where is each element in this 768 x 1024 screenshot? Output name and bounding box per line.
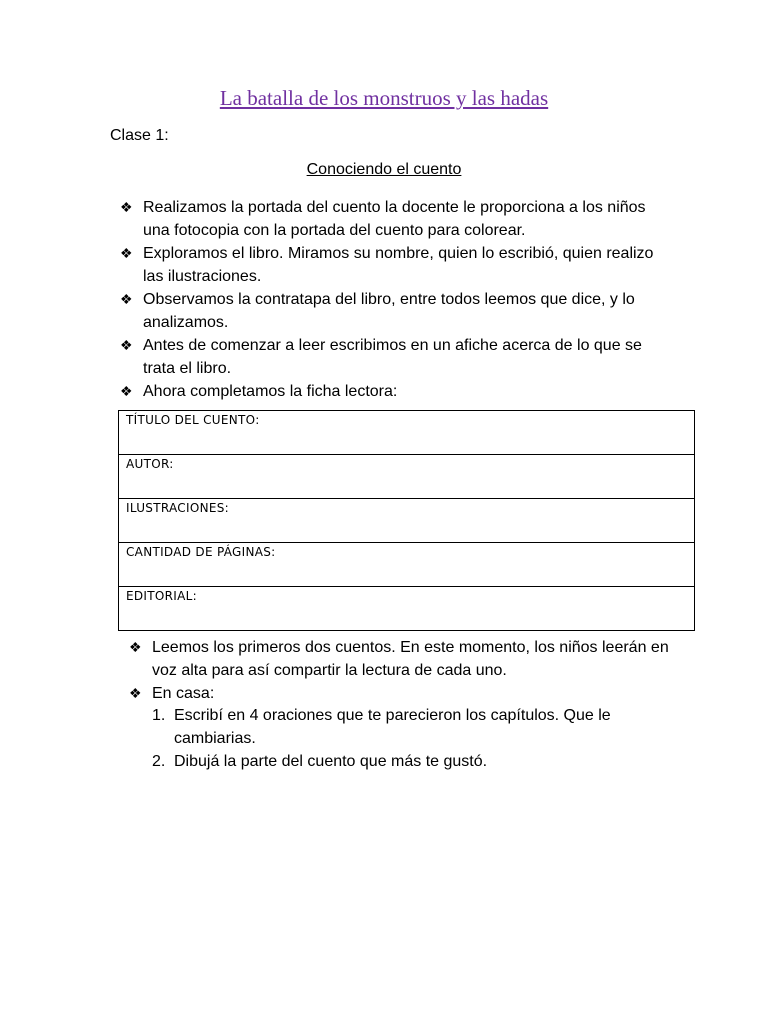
diamond-bullet-icon: ❖ bbox=[120, 291, 133, 307]
activity-list bbox=[120, 196, 660, 403]
reading-sheet-table bbox=[118, 410, 695, 631]
table-row bbox=[119, 455, 695, 499]
table-cell: AUTOR: bbox=[119, 455, 695, 499]
table-row bbox=[119, 587, 695, 631]
diamond-bullet-icon: ❖ bbox=[129, 685, 142, 701]
list-item-text: Exploramos el libro. Miramos su nombre, quien lo escribió, quien realizo las ilustraciones. bbox=[143, 245, 654, 285]
table-cell: CANTIDAD DE PÁGINAS: bbox=[119, 543, 695, 587]
list-item bbox=[129, 682, 669, 705]
list-item-text: Dibujá la parte del cuento que más te gustó. bbox=[174, 753, 488, 770]
list-item-text: Leemos los primeros dos cuentos. En este momento, los niños leerán en voz alta para así compartir la lectura de cada uno. bbox=[152, 639, 669, 679]
table-row bbox=[119, 411, 695, 455]
diamond-bullet-icon: ❖ bbox=[120, 337, 133, 353]
list-item bbox=[120, 196, 660, 242]
list-item-text: Antes de comenzar a leer escribimos en un afiche acerca de lo que se trata el libro. bbox=[143, 337, 642, 377]
table-row bbox=[119, 499, 695, 543]
page-title: La batalla de los monstruos y las hadas bbox=[219, 86, 549, 110]
list-number: 2. bbox=[152, 753, 166, 770]
list-item bbox=[129, 636, 669, 682]
table-cell: EDITORIAL: bbox=[119, 587, 695, 631]
table-cell: TÍTULO DEL CUENTO: bbox=[119, 411, 695, 455]
diamond-bullet-icon: ❖ bbox=[120, 199, 133, 215]
list-item bbox=[120, 242, 660, 288]
diamond-bullet-icon: ❖ bbox=[120, 383, 133, 399]
section-subtitle: Conociendo el cuento bbox=[306, 161, 462, 178]
list-item-text: Observamos la contratapa del libro, entre todos leemos que dice, y lo analizamos. bbox=[143, 291, 635, 331]
list-number: 1. bbox=[152, 707, 166, 724]
list-item bbox=[120, 288, 660, 334]
followup-list bbox=[129, 636, 669, 705]
homework-list bbox=[152, 704, 672, 773]
list-item bbox=[120, 334, 660, 380]
table-cell: ILUSTRACIONES: bbox=[119, 499, 695, 543]
class-label: Clase 1: bbox=[110, 127, 169, 144]
table-row bbox=[119, 543, 695, 587]
list-item-text: En casa: bbox=[152, 685, 215, 702]
list-item bbox=[152, 750, 672, 773]
list-item-text: Escribí en 4 oraciones que te parecieron los capítulos. Que le cambiarias. bbox=[174, 707, 611, 747]
diamond-bullet-icon: ❖ bbox=[129, 639, 142, 655]
list-item-text: Realizamos la portada del cuento la docente le proporciona a los niños una fotocopia con la portada del cuento para colorear. bbox=[143, 199, 646, 239]
list-item bbox=[120, 380, 660, 403]
list-item bbox=[152, 704, 672, 750]
diamond-bullet-icon: ❖ bbox=[120, 245, 133, 261]
list-item-text: Ahora completamos la ficha lectora: bbox=[143, 383, 398, 400]
